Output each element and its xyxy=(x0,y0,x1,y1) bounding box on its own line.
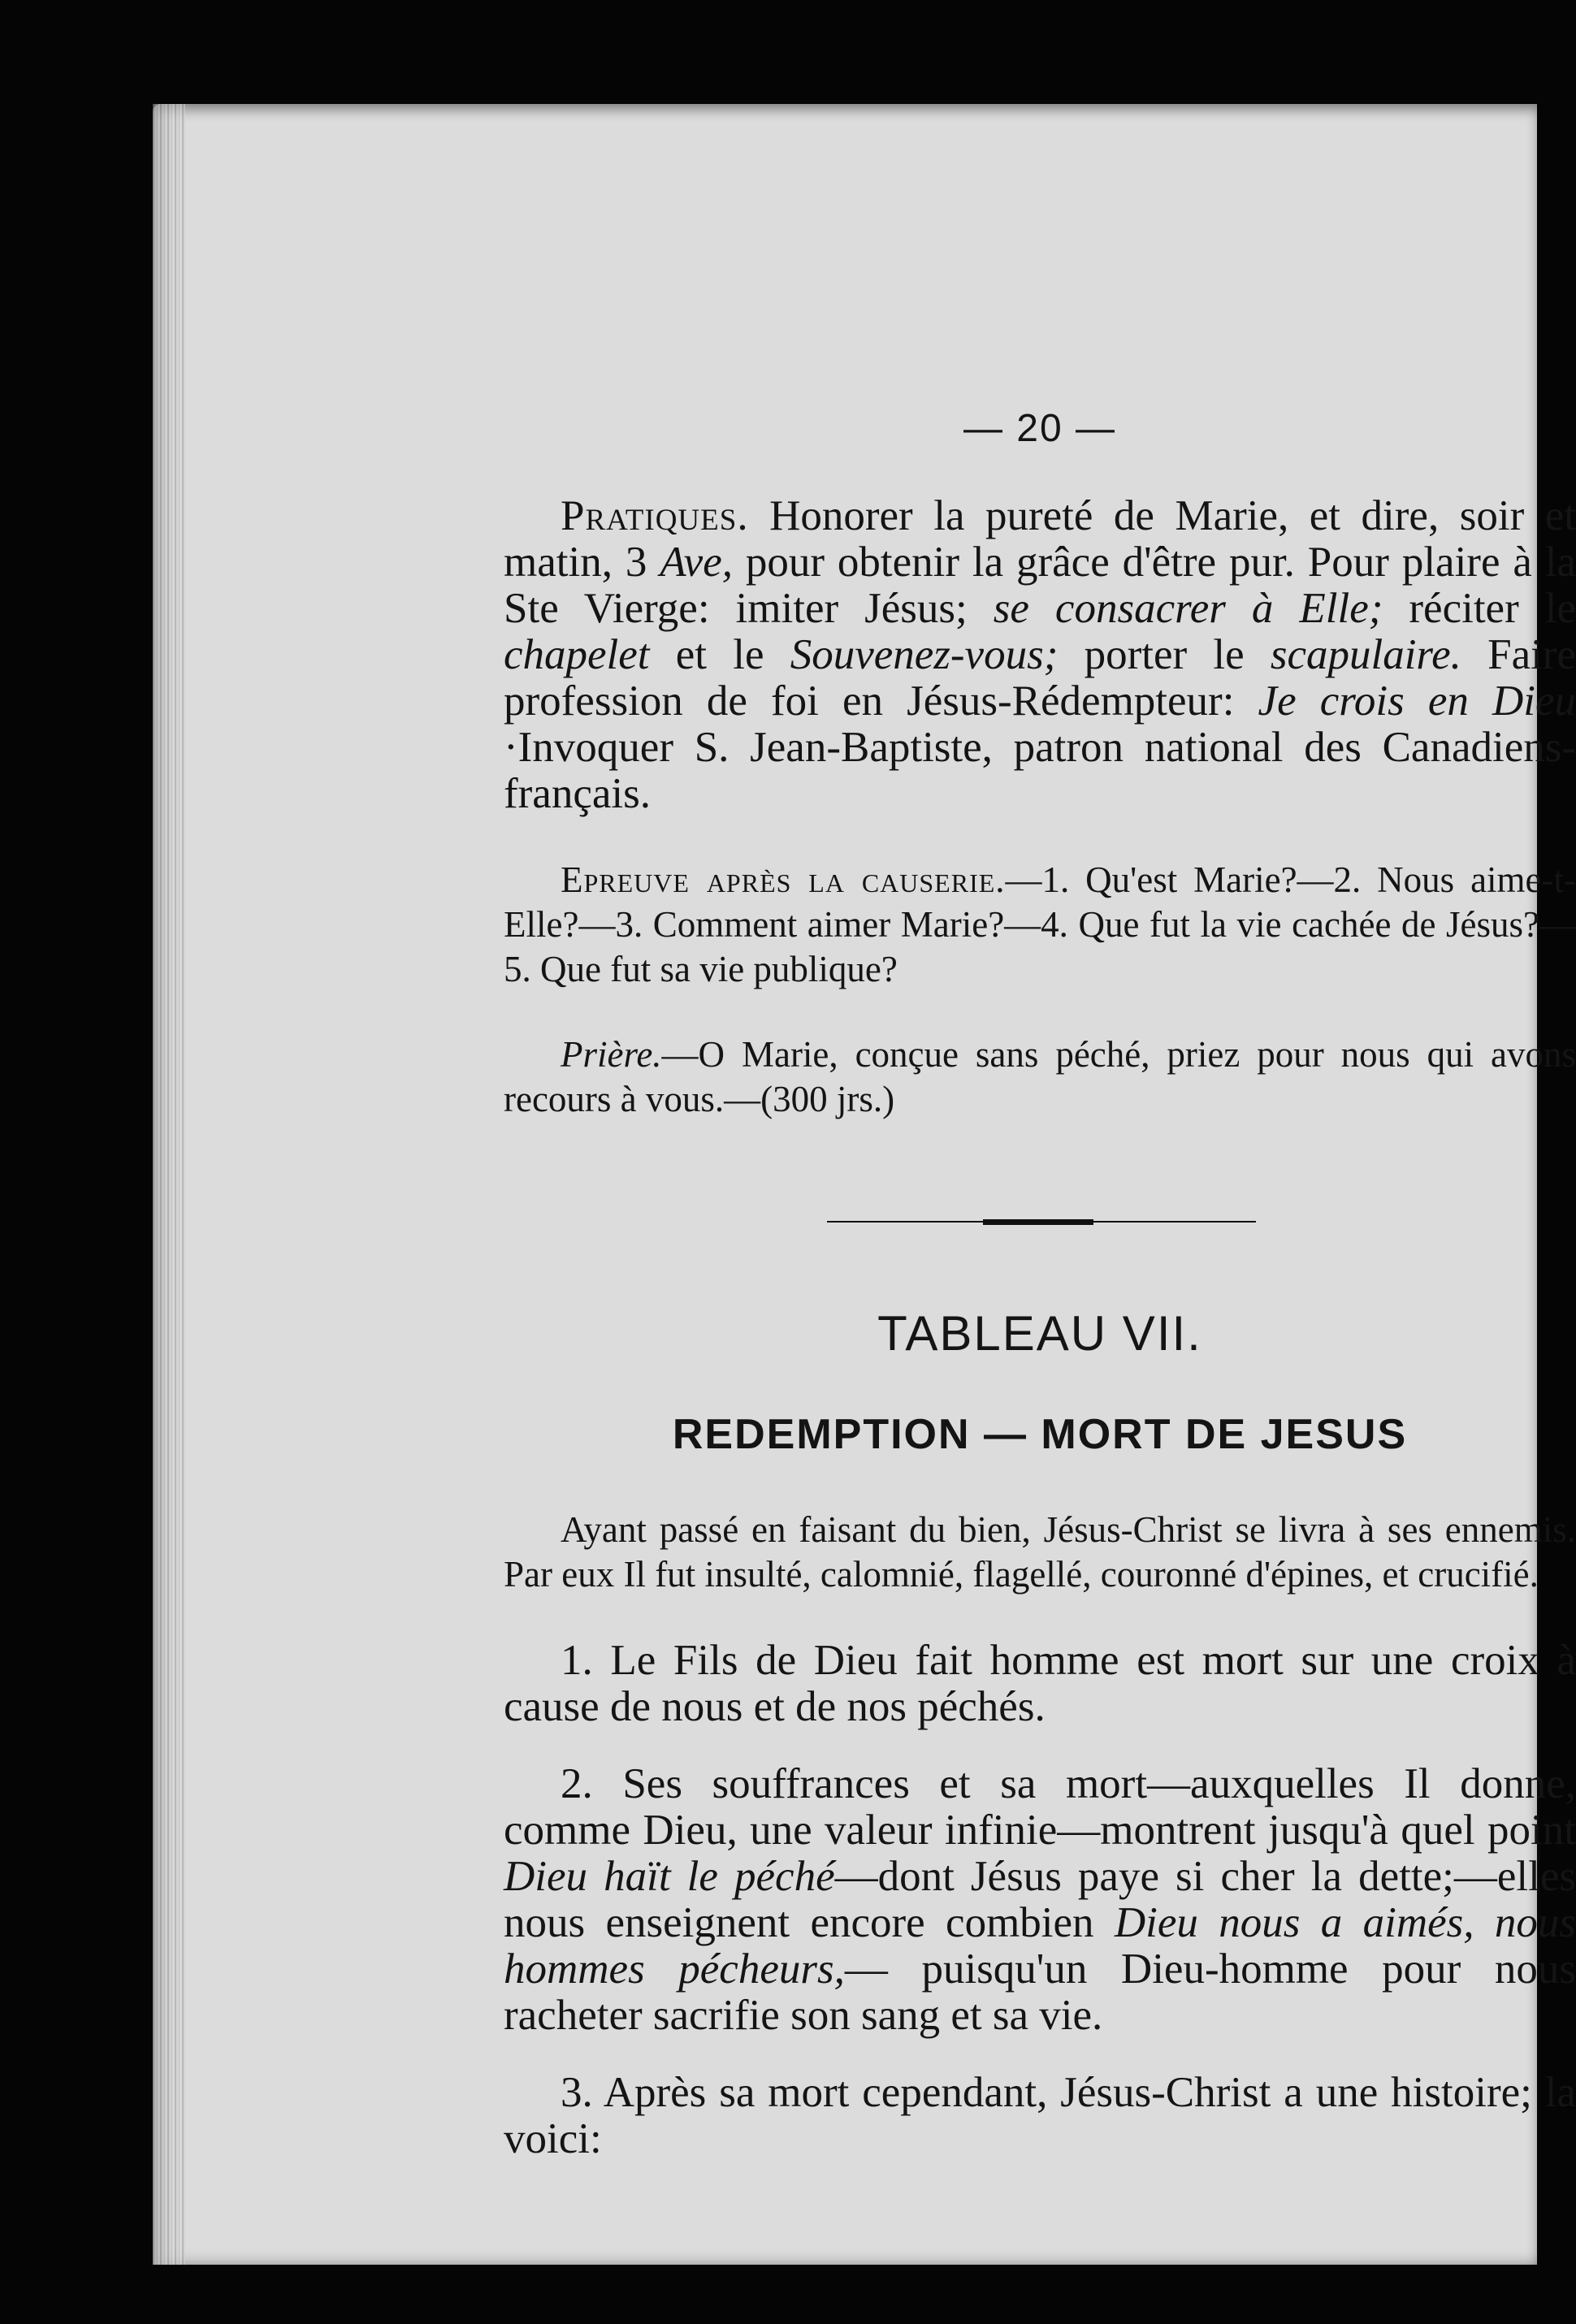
page-number: — 20 — xyxy=(963,407,1117,450)
section-heading: REDEMPTION — MORT DE JESUS xyxy=(672,1411,1408,1458)
pratiques-italic-3: chapelet xyxy=(504,631,650,678)
pratiques-text-1: Honorer la pureté de Marie, et dire, soir et matin, 3 xyxy=(504,492,1576,586)
pratiques-italic-4: Souvenez-vous; xyxy=(790,631,1059,678)
epreuve-paragraph xyxy=(504,858,1576,992)
tableau-title: TABLEAU VII. xyxy=(877,1306,1202,1361)
priere-label: Prière. xyxy=(561,1034,662,1075)
point-2-italic-2: Dieu nous a aimés, nous hommes pécheurs, xyxy=(504,1899,1576,1993)
pratiques-text-5: porter le xyxy=(1058,631,1271,678)
point-2-text-2: —dont Jésus paye si cher la dette;—elles nous enseignent encore combien xyxy=(504,1853,1576,1946)
pratiques-italic-6: Je crois en Dieu xyxy=(1258,677,1576,725)
divider-center-bar xyxy=(983,1219,1093,1225)
point-2-italic-1: Dieu haït le péché xyxy=(504,1853,835,1900)
point-2-text-1: 2. Ses souffrances et sa mort—auxquelles Il donne, comme Dieu, une valeur infinie—montrent jusqu'à quel point xyxy=(504,1760,1576,1854)
point-3: 3. Après sa mort cependant, Jésus-Christ a une histoire; la voici: xyxy=(504,2069,1576,2162)
point-2 xyxy=(504,1761,1576,2039)
section-divider xyxy=(504,1219,1576,1224)
point-1: 1. Le Fils de Dieu fait homme est mort sur une croix à cause de nous et de nos péchés. xyxy=(504,1637,1576,1730)
intro-paragraph: Ayant passé en faisant du bien, Jésus-Christ se livra à ses ennemis. Par eux Il fut insulté, calomnié, flagellé, couronné d'épines, et crucifié. xyxy=(504,1509,1576,1595)
pratiques-text-2: pour obtenir la grâce d'être pur. Pour plaire à la Ste Vierge: imiter Jésus; xyxy=(504,539,1576,632)
epreuve-label: Epreuve après la causerie. xyxy=(561,859,1006,900)
pratiques-italic-5: scapulaire. xyxy=(1270,631,1461,678)
pratiques-text-7: ·Invoquer S. Jean-Baptiste, patron national des Canadiens-français. xyxy=(504,724,1576,817)
priere-paragraph xyxy=(504,1032,1576,1122)
book-page xyxy=(153,104,1576,2265)
pratiques-label: Pratiques. xyxy=(561,492,749,539)
pratiques-text-4: et le xyxy=(649,631,790,678)
point-2-text-3: — puisqu'un Dieu-homme pour nous racheter sacrifie son sang et sa vie. xyxy=(504,1945,1576,2039)
pratiques-text-6: Faire profession de foi en Jésus-Rédempteur: xyxy=(504,631,1576,725)
pratiques-italic-1: Ave, xyxy=(660,539,733,586)
epreuve-text: —1. Qu'est Marie?—2. Nous aime-t-Elle?—3. Comment aimer Marie?—4. Que fut la vie cachée de Jésus?—5. Que fut sa vie publique? xyxy=(504,859,1576,989)
pratiques-italic-2: se consacrer à Elle; xyxy=(993,585,1383,632)
pratiques-paragraph xyxy=(504,493,1576,817)
pratiques-text-3: réciter le xyxy=(1383,585,1576,632)
page-content xyxy=(504,380,1576,2162)
priere-text: —O Marie, conçue sans péché, priez pour nous qui avons recours à vous.—(300 jrs.) xyxy=(504,1034,1576,1119)
